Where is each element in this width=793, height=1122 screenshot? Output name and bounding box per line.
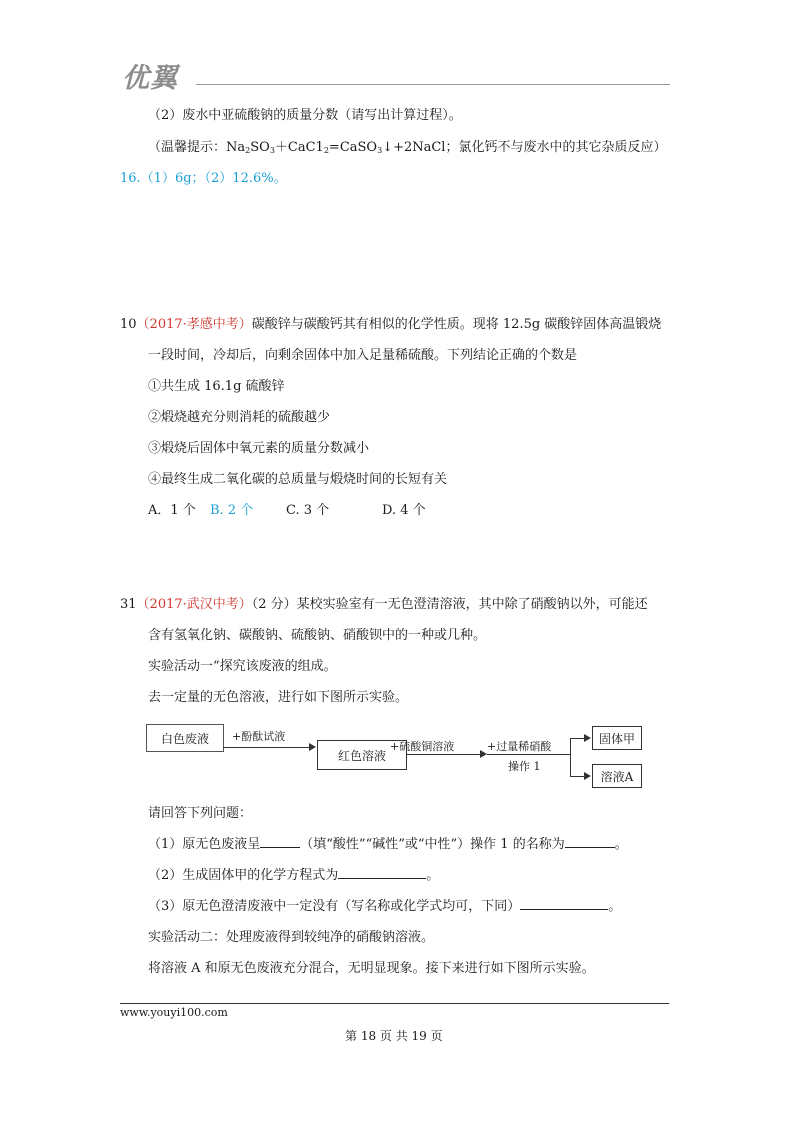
- diagram-box-red-solution: 红色溶液: [317, 740, 407, 770]
- diagram-arrowhead-1: [309, 743, 316, 751]
- experiment-diagram: [146, 716, 636, 788]
- q10-line1: [120, 313, 661, 332]
- diagram-label-operation-1: 操作 1: [508, 760, 541, 773]
- q31-prompt: 请回答下列问题：: [148, 806, 253, 821]
- q10-item-4: ④最终生成二氧化碳的总质量与煅烧时间的长短有关: [148, 472, 448, 487]
- diagram-arrow-1: [223, 747, 311, 748]
- q10-stem-2: 一段时间，冷却后，向剩余固体中加入足量稀硫酸。下列结论正确的个数是: [148, 348, 578, 363]
- diagram-box-solution-a: 溶液A: [592, 764, 642, 788]
- q31-number: 31: [120, 597, 137, 612]
- diagram-arrowhead-2: [480, 750, 487, 758]
- hint-text: （温馨提示：$Na_2SO_3+CaC1_2=CaSO_3↓+2NaCl$；氯化钙不与废水中的其它杂质反应）: [148, 140, 667, 155]
- diagram-box-white-waste: 白色废液: [146, 724, 224, 752]
- q31-last-line: 将溶液 A 和原无色废液充分混合，无明显现象。接下来进行如下图所示实验。: [148, 961, 595, 976]
- question-2-text: （2）废水中亚硫酸钠的质量分数（请写出计算过程）。: [148, 108, 462, 123]
- footer-url: www.youyi100.com: [120, 1006, 228, 1019]
- q10-option-a: A．1 个: [148, 503, 196, 518]
- q10-item-2: ②煅烧越充分则消耗的硫酸越少: [148, 410, 331, 425]
- answer-16: 16.（1）6g；（2）12.6%。: [120, 171, 287, 186]
- q10-source: （2017·孝感中考）: [136, 317, 252, 332]
- q10-number: 10: [120, 317, 137, 332]
- q10-option-b: B. 2 个: [210, 503, 254, 518]
- diagram-label-nitric-acid: +过量稀硝酸: [487, 740, 552, 753]
- q10-item-3: ③煅烧后固体中氧元素的质量分数减小: [148, 441, 370, 456]
- answer-blank-4[interactable]: [520, 897, 608, 910]
- footer-divider: [120, 1003, 669, 1004]
- diagram-arrow-2: [406, 754, 482, 755]
- q31-source: （2017·武汉中考）: [136, 597, 252, 612]
- diagram-line-op: [487, 754, 570, 755]
- q10-option-c: C. 3 个: [286, 503, 330, 518]
- q31-line1: [120, 593, 648, 612]
- diagram-branch-line: [570, 738, 571, 776]
- q31-sub-2: （2）生成固体甲的化学方程式为 。: [148, 868, 440, 883]
- diagram-label-phenolphthalein: +酚酞试液: [232, 730, 286, 743]
- diagram-arrowhead-3: [584, 734, 591, 742]
- q31-activity-1: 实验活动一“探究该废液的组成。: [148, 659, 337, 674]
- diagram-box-solid-a: 固体甲: [592, 726, 642, 750]
- answer-blank-2[interactable]: [565, 835, 615, 848]
- q31-stem-1: （2 分）某校实验室有一无色澄清溶液，其中除了硝酸钠以外，可能还: [251, 597, 648, 612]
- q31-sub-3: （3）原无色澄清废液中一定没有（写名称或化学式均可，下同） 。: [148, 899, 622, 914]
- q10-stem-1: 碳酸锌与碳酸钙其有相似的化学性质。现将 12.5g 碳酸锌固体高温锻烧: [251, 317, 662, 332]
- q31-instruction: 去一定量的无色溶液，进行如下图所示实验。: [148, 690, 409, 705]
- answer-blank-3[interactable]: [338, 866, 426, 879]
- answer-blank-1[interactable]: [260, 835, 300, 848]
- diagram-arrowhead-4: [584, 772, 591, 780]
- q31-activity-2: 实验活动二：处理废液得到较纯净的硝酸钠溶液。: [148, 930, 435, 945]
- header-divider: [196, 84, 670, 85]
- q10-item-1: ①共生成 16.1g 硫酸锌: [148, 379, 285, 394]
- diagram-label-copper-sulfate: +硫酸铜溶液: [390, 740, 455, 753]
- q31-stem-2: 含有氢氧化钠、碳酸钠、硫酸钠、硝酸钡中的一种或几种。: [148, 628, 487, 643]
- logo: 优翼: [122, 63, 178, 94]
- q10-option-d: D. 4 个: [382, 503, 426, 518]
- q31-sub-1: （1）原无色废液呈 （填“酸性”“碱性”或“中性”）操作 1 的名称为 。: [148, 837, 628, 852]
- page-number: 第 18 页 共 19 页: [345, 1029, 443, 1043]
